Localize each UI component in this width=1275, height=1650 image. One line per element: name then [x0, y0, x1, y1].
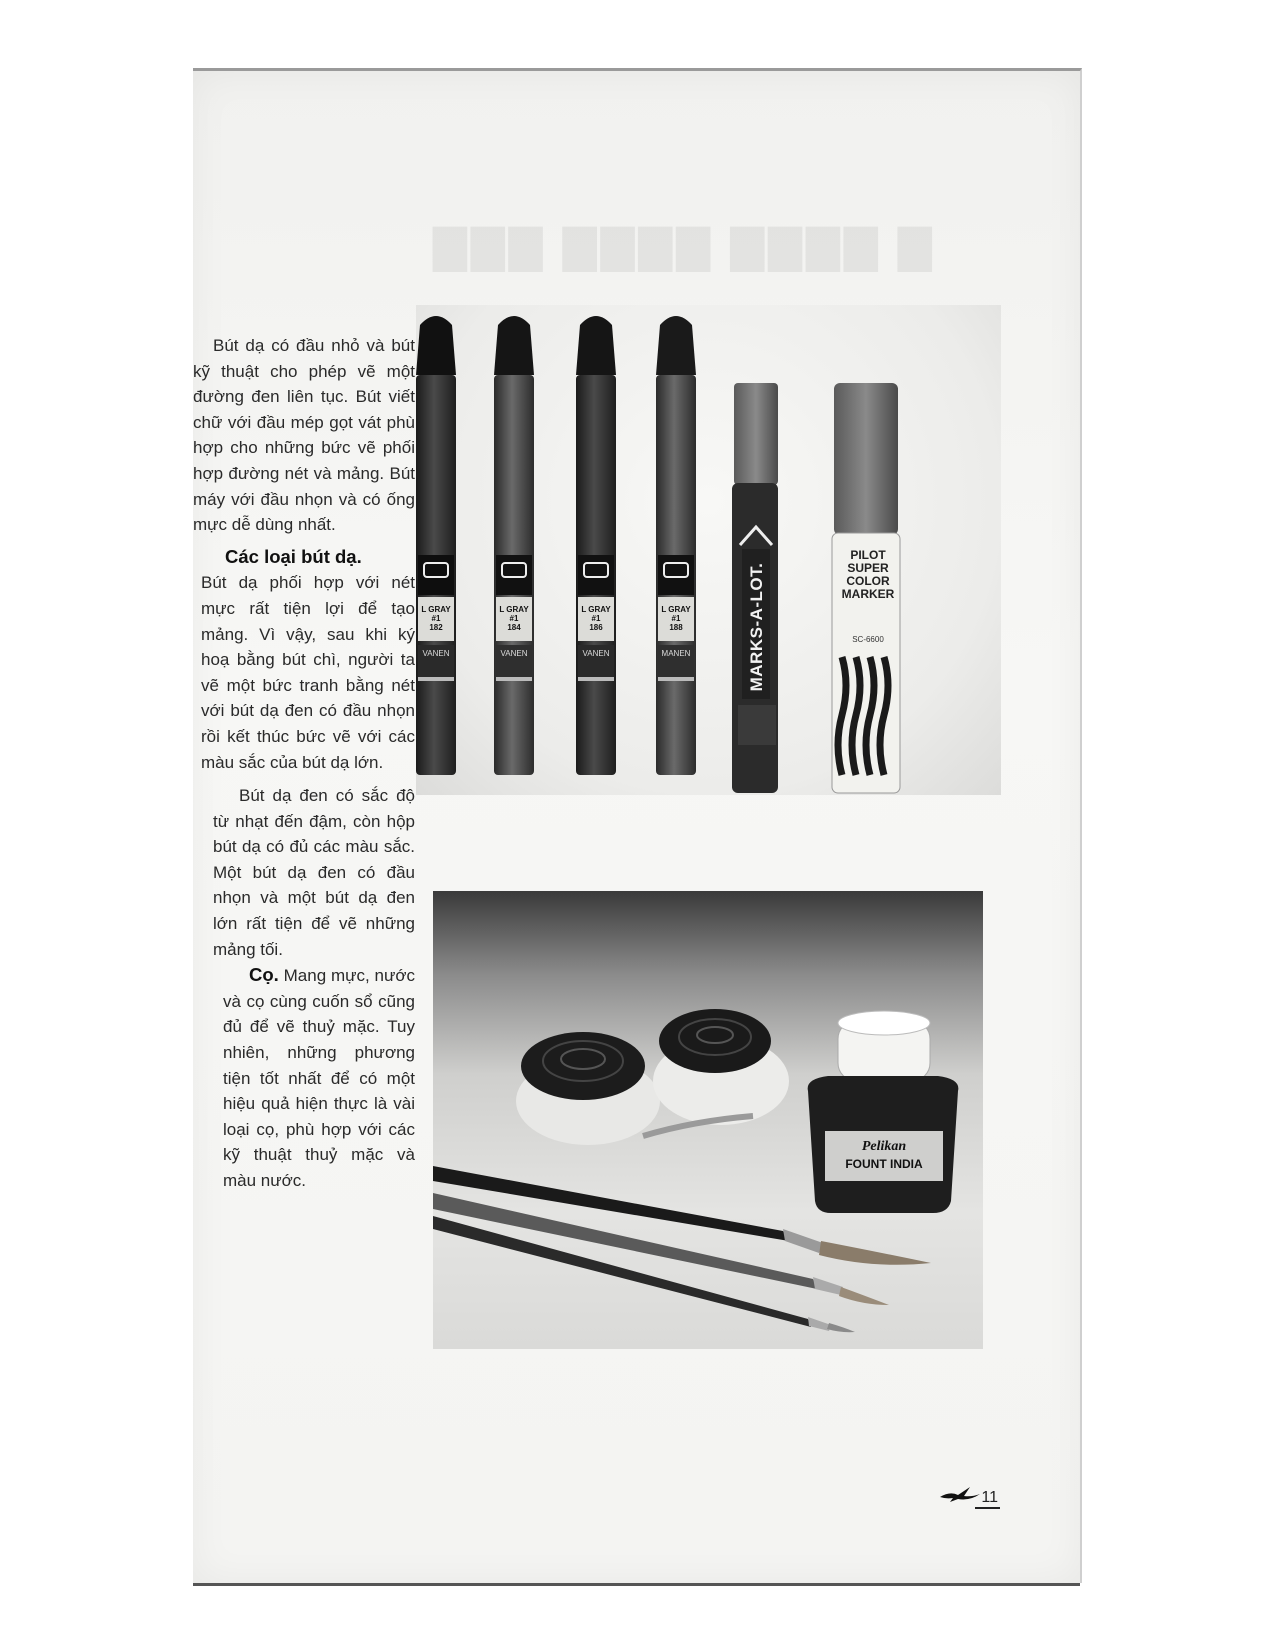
- pens-illustration: [416, 305, 1001, 795]
- paragraph-black-felt-pens: Bút dạ đen có sắc độ từ nhạt đến đậm, còn hộp bút dạ có đủ các màu sắc. Một bút dạ đen có đầu nhọn và một bút dạ đen lớn rất tiện để vẽ những mảng tối.: [213, 786, 415, 959]
- pilot-label: PILOT SUPER COLOR MARKER: [841, 548, 895, 601]
- page-bottom-edge: [193, 1583, 1080, 1586]
- paragraph-pens-intro: Bút dạ có đầu nhỏ và bút kỹ thuật cho phép vẽ một đường đen liên tục. Bút viết chữ với đầu mép gọt vát phù hợp cho những bức vẽ phối hợp đường nét và mảng. Bút máy với đầu nhọn và có ống mực dễ dùng nhất.: [193, 336, 415, 535]
- paragraph-felt-pens: [193, 544, 415, 775]
- photo-ink-brushes: [433, 891, 983, 1349]
- ink-pan-right: [653, 1009, 789, 1125]
- ink-brand: Pelikan: [861, 1139, 907, 1154]
- pen-2-label: L GRAY #1 184: [499, 605, 529, 632]
- brushes-body: Mang mực, nước và cọ cùng cuốn sổ cũng đủ để vẽ thuỷ mặc. Tuy nhiên, những phương tiện tốt nhất để có một hiệu quả hiện thực là vài loại cọ, phù hợp với các kỹ thuật thuỷ mặc và màu nước.: [223, 966, 415, 1190]
- bird-icon: [940, 1485, 980, 1503]
- pen-3-brand: VANEN: [582, 649, 610, 658]
- felt-pens-body: Bút dạ phối hợp với nét mực rất tiện lợi để tạo mảng. Vì vậy, sau khi ký hoạ bằng bút chì, người ta vẽ một bức tranh bằng nét với bút dạ đen có đầu nhọn rồi kết thúc bức vẽ với các màu sắc của bút dạ lớn.: [201, 573, 415, 772]
- text-column: [193, 333, 415, 1194]
- ink-brushes-illustration: [433, 891, 983, 1349]
- heading-brushes: Cọ.: [249, 964, 279, 986]
- paragraph-brushes: [193, 962, 415, 1193]
- pen-logos: [424, 563, 688, 577]
- pen-3-label: L GRAY #1 186: [581, 605, 611, 632]
- book-page: [193, 68, 1082, 1583]
- pen-1: [416, 316, 456, 775]
- marks-a-lot-label: MARKS-A-LOT.: [747, 562, 766, 692]
- heading-felt-pens: Các loại bút dạ.: [225, 545, 362, 567]
- pen-1-brand: VANEN: [422, 649, 450, 658]
- ink-bottle: [808, 1011, 959, 1213]
- photo-pens-markers: [416, 305, 1001, 795]
- pen-2: [494, 316, 534, 775]
- page-number: 11: [975, 1489, 1000, 1509]
- pen-3: [576, 316, 616, 775]
- ink-pan-left: [516, 1032, 660, 1145]
- pen-2-brand: VANEN: [500, 649, 528, 658]
- bleed-through-heading: ▇▇▇ ▇▇▇▇ ▇▇▇▇ ▇: [433, 222, 936, 271]
- pilot-code: SC-6600: [852, 635, 884, 644]
- pen-1-label: L GRAY #1 182: [421, 605, 451, 632]
- pen-4-brand: MANEN: [661, 649, 691, 658]
- pen-4-label: L GRAY #1 188: [661, 605, 691, 632]
- pen-4: [656, 316, 696, 775]
- ink-name: FOUNT INDIA: [845, 1157, 923, 1171]
